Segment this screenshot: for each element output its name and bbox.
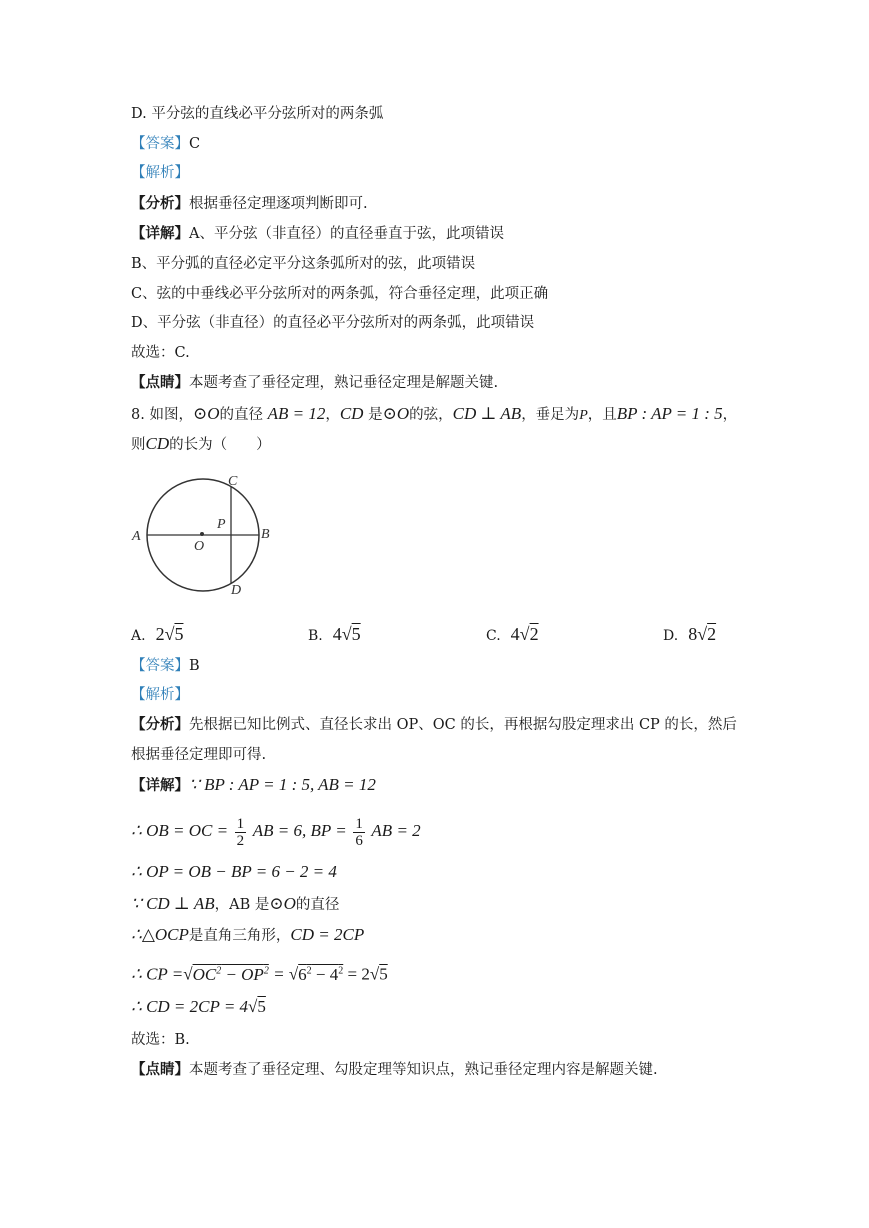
step-4-c: ⊙O bbox=[269, 894, 296, 913]
detail-line-d: D、平分弦（非直径）的直径必平分弦所对的两条弧，此项错误 bbox=[131, 315, 535, 331]
q8-prefix: 8. 如图， bbox=[131, 407, 193, 423]
fenxi-line-2b: 根据垂径定理即可得. bbox=[131, 747, 267, 763]
dianjing-line-1 bbox=[131, 373, 498, 393]
frac-num: 1 bbox=[355, 815, 363, 832]
dianjing-text: 本题考查了垂径定理，熟记垂径定理是解题关键. bbox=[189, 375, 499, 391]
dianjing-text: 本题考查了垂径定理、勾股定理等知识点，熟记垂径定理内容是解题关键. bbox=[189, 1062, 658, 1078]
s6-six: 6 bbox=[298, 964, 307, 984]
choose-line-1: 故选：C. bbox=[131, 345, 190, 361]
option-radicand: 5 bbox=[351, 624, 361, 644]
q8-circle-o-2: ⊙O bbox=[382, 404, 410, 423]
option-a: A. 2√5 bbox=[131, 624, 184, 644]
s6-four: − 4 bbox=[311, 964, 339, 984]
q8-text-2: 是 bbox=[368, 407, 383, 423]
option-c: C. 4√2 bbox=[486, 624, 539, 644]
step-6-radical-1 bbox=[193, 965, 269, 984]
q8-line2-a: 则 bbox=[131, 437, 146, 453]
q8-sep: ， bbox=[325, 407, 340, 423]
fenxi-line-1 bbox=[131, 194, 368, 214]
xiangjie-line-2 bbox=[131, 775, 376, 796]
option-coef: 4 bbox=[510, 624, 520, 644]
analysis-heading-2: 【解析】 bbox=[131, 687, 189, 703]
s6-op: − OP bbox=[221, 964, 264, 984]
option-label: C. bbox=[486, 628, 501, 644]
option-b: B. 4√5 bbox=[308, 624, 361, 644]
q8-text-6: ， bbox=[722, 407, 738, 423]
step-4 bbox=[131, 894, 339, 915]
step-6-k: = 2 bbox=[343, 964, 370, 984]
fenxi-line-2 bbox=[131, 715, 737, 735]
s6-sq2: 2 bbox=[263, 965, 269, 976]
step-6-l: 5 bbox=[379, 964, 388, 984]
option-coef: 2 bbox=[155, 624, 165, 644]
option-radicand: 2 bbox=[707, 624, 717, 644]
option-coef: 4 bbox=[332, 624, 342, 644]
step-4-a: ∵ CD ⊥ AB bbox=[131, 894, 215, 913]
step-2-a: ∴ OB = OC = bbox=[131, 821, 229, 840]
dianjing-tag: 【点睛】 bbox=[131, 1061, 189, 1078]
dianjing-line-2 bbox=[131, 1060, 658, 1080]
answer-line-2 bbox=[131, 656, 200, 676]
q8-line2-cd: CD bbox=[145, 434, 170, 453]
xiangjie-line-1 bbox=[131, 224, 504, 244]
fenxi-text: 先根据已知比例式、直径长求出 OP、OC 的长，再根据勾股定理求出 CP 的长，然后 bbox=[189, 717, 737, 733]
option-label: D. bbox=[663, 628, 679, 644]
s6-oc: OC bbox=[192, 964, 217, 984]
step-5-b: 是直角三角形， bbox=[188, 928, 291, 944]
step-5-a: ∴△OCP bbox=[131, 925, 189, 944]
frac-den: 6 bbox=[355, 832, 363, 849]
q8-cd: CD bbox=[339, 404, 364, 423]
q8-text-3: 的弦， bbox=[409, 407, 453, 423]
option-label: B. bbox=[308, 628, 323, 644]
q8-text-4: ，垂足为 bbox=[521, 407, 580, 423]
choose-line-2: 故选：B. bbox=[131, 1032, 190, 1048]
fenxi-text: 根据垂径定理逐项判断即可. bbox=[189, 196, 368, 212]
detail-line-b: B、平分弧的直径必定平分这条弧所对的弦，此项错误 bbox=[131, 256, 476, 272]
q8-perp: CD ⊥ AB bbox=[452, 404, 522, 423]
dianjing-tag: 【点睛】 bbox=[131, 374, 189, 391]
step-4-d: 的直径 bbox=[295, 897, 340, 913]
question-8-line-1 bbox=[131, 404, 737, 426]
option-d-text: D. 平分弦的直线必平分弦所对的两条弧 bbox=[131, 106, 384, 122]
fenxi-tag: 【分析】 bbox=[131, 195, 189, 212]
label-d: D bbox=[231, 583, 242, 598]
s6-sq1: 2 bbox=[216, 965, 222, 976]
frac-den: 2 bbox=[236, 832, 245, 849]
option-d: D. 8√2 bbox=[663, 624, 717, 644]
answer-tag: 【答案】 bbox=[131, 658, 189, 674]
q8-p: P bbox=[579, 408, 588, 423]
fenxi-tag: 【分析】 bbox=[131, 716, 189, 733]
s6-sq4: 2 bbox=[338, 965, 344, 976]
step-4-b: ，AB 是 bbox=[214, 897, 270, 913]
step-6: ∴ CP $=√OC^2 - OP^2 = √6^2 - 4^2 = 2√5$ bbox=[131, 964, 388, 984]
answer-value: C bbox=[189, 136, 201, 152]
label-p: P bbox=[217, 517, 226, 532]
option-radicand: 2 bbox=[529, 624, 539, 644]
option-label: A. bbox=[131, 628, 146, 644]
option-radicand: 5 bbox=[174, 624, 184, 644]
label-c: C bbox=[228, 474, 238, 489]
step-2-b: AB = 6, BP = bbox=[252, 821, 347, 840]
circle-figure bbox=[128, 470, 278, 600]
label-b: B bbox=[261, 527, 270, 542]
q8-text-1: 的直径 bbox=[219, 407, 263, 423]
answer-value: B bbox=[189, 658, 200, 674]
step-7-a: ∴ CD = 2CP = 4 bbox=[131, 997, 249, 1016]
xiangjie-tag: 【详解】 bbox=[131, 225, 189, 242]
step-3 bbox=[131, 862, 337, 883]
s6-sq3: 2 bbox=[306, 965, 312, 976]
q8-ab-12: AB = 12 bbox=[267, 404, 326, 423]
answer-tag: 【答案】 bbox=[131, 136, 189, 152]
label-o: O bbox=[194, 539, 205, 554]
question-8-line-2 bbox=[131, 434, 271, 455]
step-5-c: CD = 2CP bbox=[290, 925, 365, 944]
step-6-eq: = bbox=[268, 964, 289, 984]
step-6-a: ∴ CP = bbox=[131, 964, 184, 984]
step-2 bbox=[131, 814, 421, 849]
fraction-sixth bbox=[353, 816, 365, 849]
step-6-radical-2 bbox=[298, 965, 343, 984]
q8-line2-c: 的长为（ ） bbox=[169, 437, 271, 453]
xiangjie-text: A、平分弦（非直径）的直径垂直于弦，此项错误 bbox=[189, 226, 504, 242]
step-5 bbox=[131, 925, 364, 946]
step-7-b: 5 bbox=[257, 997, 266, 1016]
fraction-half bbox=[235, 816, 247, 849]
label-a: A bbox=[132, 529, 141, 544]
detail-line-c: C、弦的中垂线必平分弦所对的两条弧，符合垂径定理，此项正确 bbox=[131, 286, 549, 302]
option-coef: 8 bbox=[688, 624, 698, 644]
xiangjie-tag: 【详解】 bbox=[131, 777, 189, 794]
step-3-text: ∴ OP = OB − BP = 6 − 2 = 4 bbox=[131, 862, 337, 881]
q8-circle-o: ⊙O bbox=[192, 404, 220, 423]
step-1: ∵ BP : AP = 1 : 5, AB = 12 bbox=[189, 775, 376, 794]
analysis-heading-1: 【解析】 bbox=[131, 165, 189, 181]
step-2-c: AB = 2 bbox=[371, 821, 421, 840]
frac-num: 1 bbox=[236, 815, 245, 832]
step-7: ∴ CD = 2CP = 4√5 bbox=[131, 997, 266, 1016]
q8-text-5: ，且 bbox=[587, 407, 617, 423]
q8-ratio: BP : AP = 1 : 5 bbox=[616, 404, 723, 423]
answer-line-1 bbox=[131, 134, 200, 154]
